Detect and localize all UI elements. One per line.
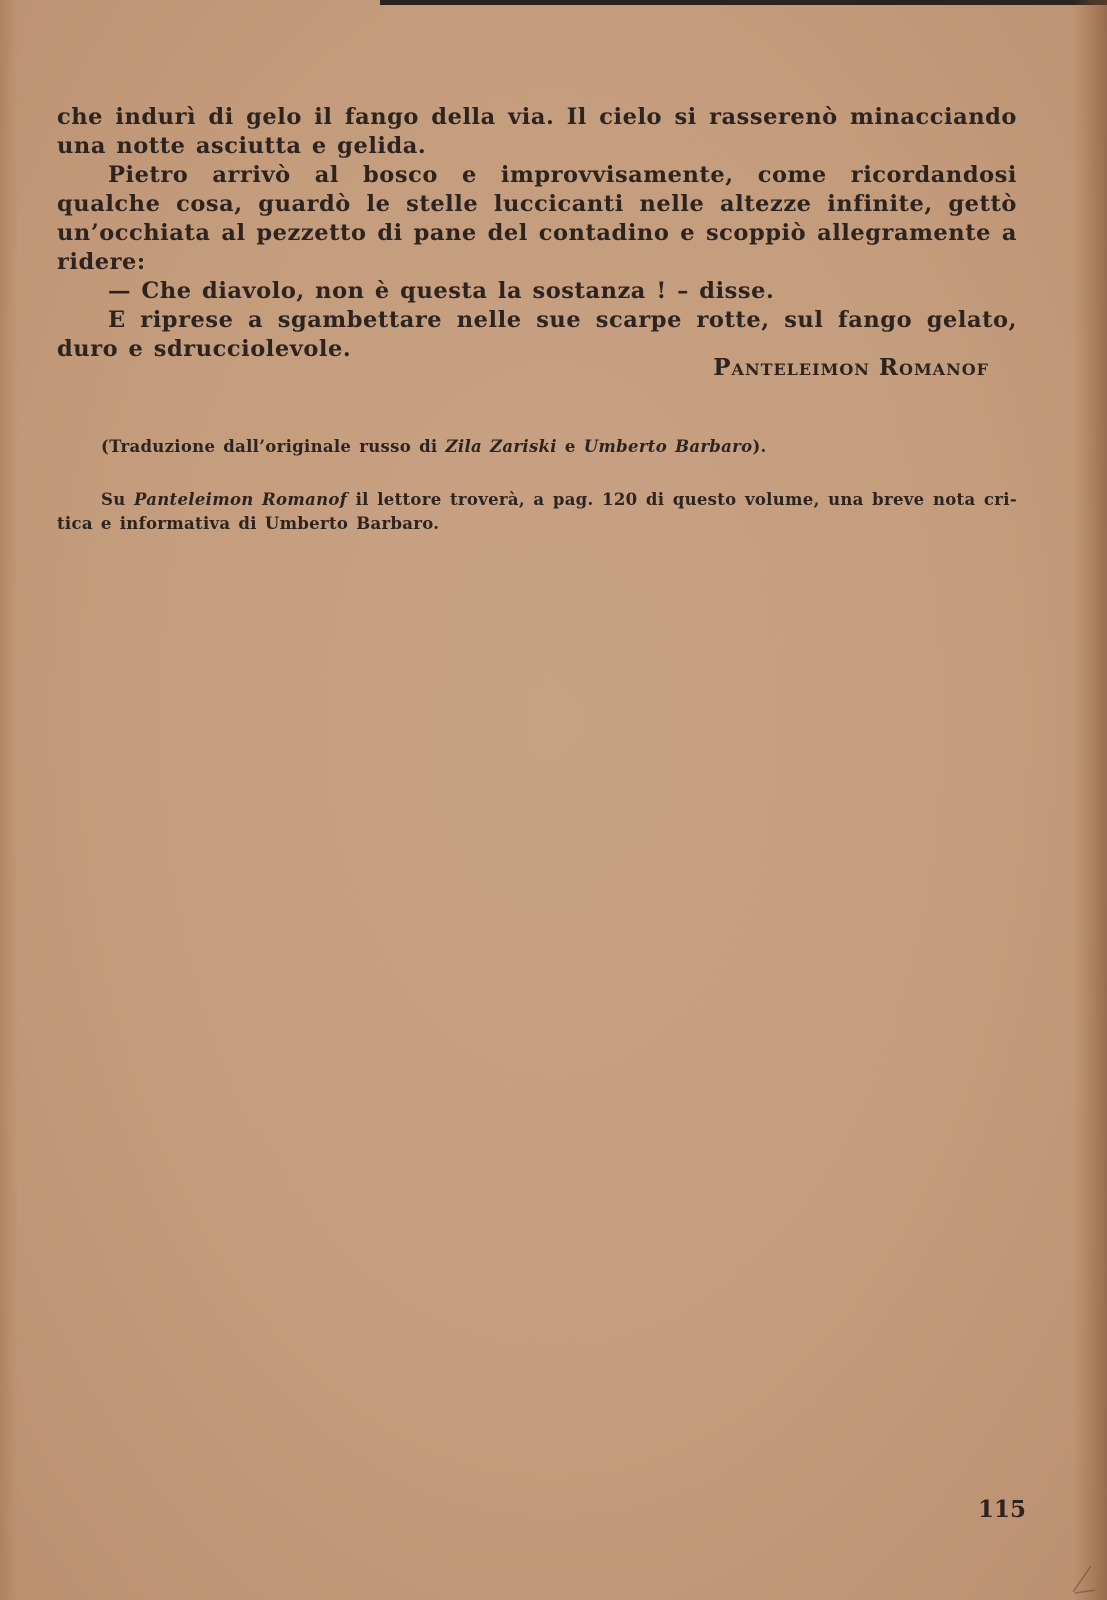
paragraph-4: E riprese a sgambettare nelle sue scarpe rotte, sul fango gelato, duro e sdrucciolevole. bbox=[57, 307, 1017, 362]
author-signature: Panteleimon Romanof bbox=[713, 354, 989, 381]
translation-note-suffix: ). bbox=[752, 437, 767, 456]
left-page-edge bbox=[0, 0, 18, 1600]
about-note-author: Panteleimon Romanof bbox=[134, 490, 348, 509]
pencil-mark-icon bbox=[1069, 1560, 1099, 1596]
about-note-line-1 bbox=[57, 488, 1017, 512]
translator-2: Umberto Barbaro bbox=[583, 437, 753, 456]
about-note-line-1-rest: il lettore troverà, a pag. 120 di questo volume, una breve nota cri- bbox=[347, 490, 1017, 509]
top-scan-edge bbox=[380, 0, 1107, 5]
translation-note-conjunction: e bbox=[556, 437, 584, 456]
about-note-prefix: Su bbox=[101, 490, 134, 509]
about-author-note bbox=[57, 488, 1017, 536]
story-text bbox=[57, 103, 1017, 364]
paragraph-1: che indurì di gelo il fango della via. Il cielo si rasserenò minacciando una notte asciutta e gelida. bbox=[57, 104, 1017, 159]
paragraph-3: — Che diavolo, non è questa la sostanza ! – disse. bbox=[108, 278, 775, 304]
translation-note-prefix: (Traduzione dall’originale russo di bbox=[101, 437, 446, 456]
translator-1: Zila Zariski bbox=[445, 437, 557, 456]
page-number: 115 bbox=[978, 1496, 1027, 1523]
about-note-line-2: tica e informativa di Umberto Barbaro. bbox=[57, 514, 440, 533]
paragraph-2: Pietro arrivò al bosco e improvvisamente, come ricordandosi qualche cosa, guardò le stelle luccicanti nelle altezze infinite, gettò un’occhiata al pezzetto di pane del contadino e scoppiò allegramente a ridere: bbox=[57, 162, 1017, 275]
right-page-edge bbox=[1073, 0, 1107, 1600]
translation-note bbox=[101, 435, 901, 459]
